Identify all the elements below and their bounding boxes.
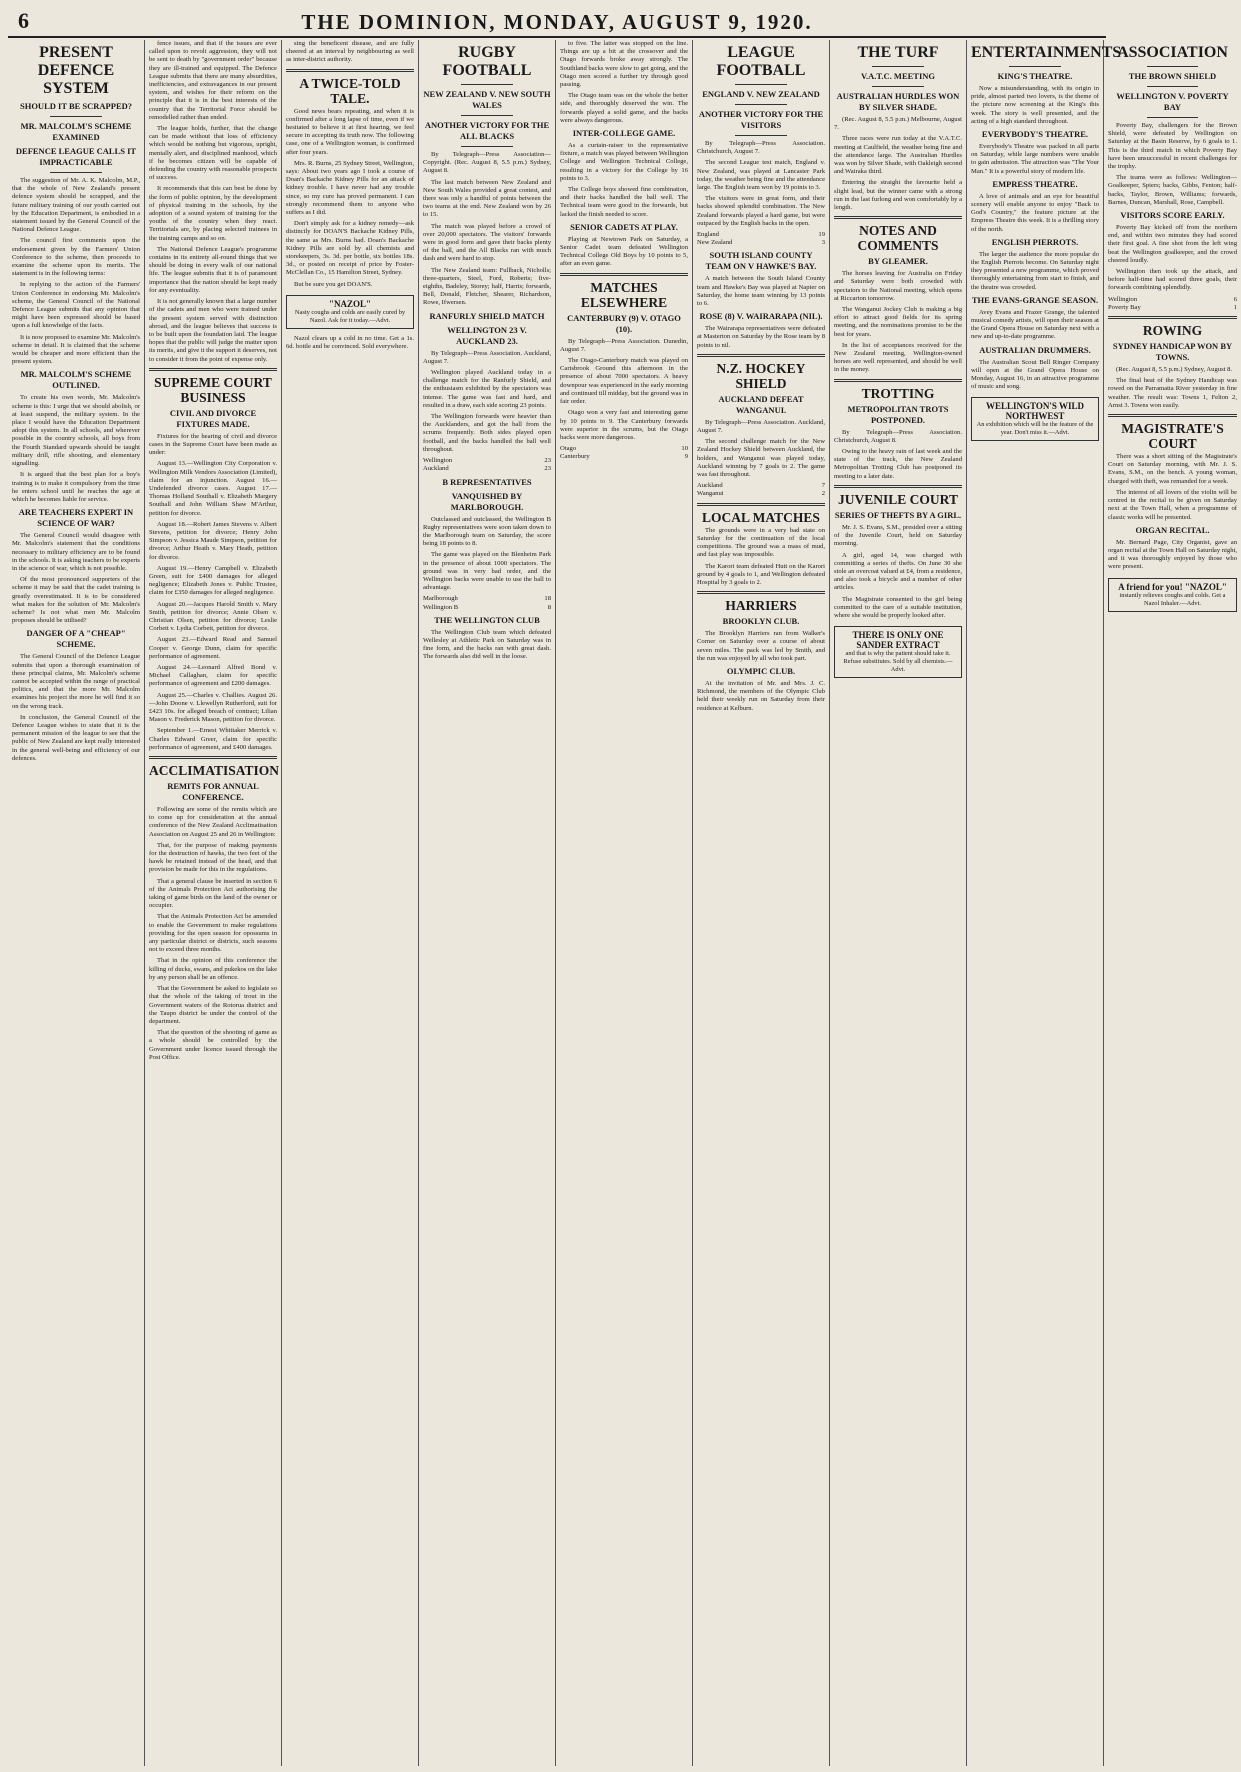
subheading: REMITS FOR ANNUAL CONFERENCE. [167,781,259,803]
column-7 [830,40,967,1766]
subheading: ROSE (8) V. WAIRARAPA (NIL). [699,311,823,322]
article-paragraph: The National Defence League's programme contains in its entirety all-round things that we should be doing in every walk of our national life. The league submits that it is of paramount importance that the nation should be kept ready for any eventuality. [149,245,277,294]
article-paragraph: (Rec. August 8, 5.5 p.m.) Melbourne, August 7. [834,116,962,132]
article-paragraph: The interest of all lovers of the violin will be centred in the recital to be given on Saturday next at the Town Hall, when a programme of classic works will be presented. [1108,488,1237,521]
team-name: Canterbury [560,453,590,461]
article-paragraph: A girl, aged 14, was charged with committing a series of thefts. On June 30 she stole an overcoat valued at £4, from a residence, and also took a bicycle and a number of other articles. [834,551,962,592]
column-5 [556,40,693,1766]
column-1 [8,40,145,1766]
score-line [1108,296,1237,304]
article-paragraph: There was a short sitting of the Magistrate's Court on Saturday morning, with Mr. J. S. Evans, S.M., on the bench. A young woman, charged with theft, was remanded for a week. [1108,453,1237,485]
divider [1108,414,1237,417]
article-paragraph: Three races were run today at the V.A.T.C. meeting at Caulfield, the weather being fine and the attendance large. The Australian Hurdles was won by Silver Shade, with Oakleigh second and Wairaka third. [834,135,962,176]
divider [697,591,825,594]
article-paragraph: The match was played before a crowd of over 20,000 spectators. The visitors' forwards were in good form and gave their backs plenty of the ball, and the All Blacks ran with much dash and were hard to stop. [423,222,551,263]
subheading: SHOULD IT BE SCRAPPED? [19,101,133,111]
article-paragraph: That the question of the shooting of game as a whole should be controlled by the Government under licence issued through the Post Office. [149,1029,277,1061]
subheading: ENGLISH PIERROTS. [991,236,1079,247]
divider [697,354,825,357]
article-paragraph: Wellington then took up the attack, and before half-time had scored three goals, their forwards combining splendidly. [1108,268,1237,292]
subheading: ARE TEACHERS EXPERT IN SCIENCE OF WAR? [18,507,134,529]
advertisement [834,626,962,678]
article-paragraph: The suggestion of Mr. A. K. Malcolm, M.P., that the whole of New Zealand's present defence system should be scrapped, and the future military training of our youth carried out by the Education Department, is embodied in a statement issued by the General Council of the National Defence League. [12,177,140,234]
subheading: CIVIL AND DIVORCE FIXTURES MADE. [169,407,257,429]
article-paragraph: Mr. J. S. Evans, S.M., presided over a sitting of the Juvenile Court, held on Saturday morning. [834,523,962,548]
article-paragraph: Avey Evans and Frazer Grange, the talented musical comedy artists, will open their season at the Grand Opera House on Saturday next with a new and up-to-date programme. [971,308,1099,341]
article-paragraph: Outclassed and outclassed, the Wellington B Rugby representatives were soon taken down to the Marlborough team on Saturday, the score being 18 points to 8. [423,515,551,548]
divider [1009,66,1060,67]
headline: ENTERTAINMENTS [971,44,1122,61]
article-paragraph: The council first comments upon the endorsement given by the Farmers' Union Conference to the scheme, then proceeds to examine the scheme upon its merits. The statement is in the following terms: [12,237,140,278]
article-paragraph: That in the opinion of this conference the killing of ducks, swans, and pukekos on the lake by any person shall be an offence. [149,957,277,981]
subheading: KING'S THEATRE. [997,71,1073,81]
column-6 [693,40,830,1766]
subheading: EVERYBODY'S THEATRE. [981,129,1089,140]
subheading: VISITORS SCORE EARLY. [1120,210,1225,221]
subheading: SENIOR CADETS AT PLAY. [570,221,678,232]
score-line [560,445,688,453]
divider [461,84,512,85]
article-paragraph: A love of animals and an eye for beautiful scenery will enable anyone to enjoy "Back to God's Country," the feature picture at the Empress Theatre this week. It is a thrilling story of the north. [971,192,1099,233]
article-paragraph: Mrs. R. Burns, 25 Sydney Street, Wellington, says: About two years ago I took a course of Doan's Backache Kidney Pills for an attack of kidney trouble. I have never had any trouble since, so my cure has proved permanent. I can strongly recommend them to anyone who suffers as I did. [286,159,414,217]
article-paragraph: The Otago team was on the whole the better side, and thoroughly deserved the win. The forwards played a solid game, and the backs were always dangerous. [560,92,688,124]
team-score: 23 [544,457,551,465]
article-paragraph: The larger the audience the more popular do the English Pierrots become. On Saturday night they presented a new programme, which proved thoroughly entertaining from start to finish, and the theatre was crowded. [971,250,1099,291]
article-paragraph: Now a misunderstanding, with its origin in pride, almost parted two lovers, is the theme of the picture now screening at the King's this week. The story is well presented, and the acting of a high standard throughout. [971,85,1099,125]
article-paragraph: Otago won a very fast and interesting game by 10 points to 9. The Canterbury forwards were superior in the scrums, but the Otago backs were more dangerous. [560,409,688,441]
advertisement [971,397,1099,441]
article-paragraph: August 25.—Charles v. Challies. August 26.—John Doone v. Llewellyn Rutherford, suit for £423 10s. for alleged breach of contract; Lilian Mason v. Frederick Mason, petition for divorce. [149,691,277,724]
team-score: 3 [821,239,825,247]
team-name: Auckland [423,465,449,473]
article-paragraph: By Telegraph—Press Association. Dunedin, August 7. [560,337,688,353]
article-paragraph: The General Council would disagree with Mr. Malcolm's statement that the conditions necessary to military efficiency are to be found in the schools. It is asking teachers to be experts in the science of war, which is not possible. [12,532,140,572]
score-line [560,453,688,461]
subheading: ANOTHER VICTORY FOR THE ALL BLACKS [424,120,550,141]
advertisement [1108,578,1237,612]
article-paragraph: August 23.—Edward Read and Samuel Cooper v. George Dunn, claim for specific performance of agreement. [149,636,277,660]
subheading: MR. MALCOLM'S SCHEME EXAMINED [20,121,132,142]
subheading: SOUTH ISLAND COUNTY TEAM ON V HAWKE'S BAY. [705,250,817,272]
headline: TROTTING [861,385,935,401]
divider [149,368,277,371]
headline: RUGBY FOOTBALL [442,44,532,79]
divider [50,172,101,173]
article-paragraph: That, for the purpose of making payments for the destruction of hawks, the two feet of the hawk be retained instead of the head, and that provision be made for this in the regulations. [149,841,277,874]
ad-body: and that is why the patient should take it. Refuse substitutes. Sold by all chemists.—Advt. [843,650,953,674]
headline: MATCHES ELSEWHERE [580,279,668,310]
article-paragraph: The Magistrate consented to the girl being committed to the care of a suitable institution, where she would be properly looked after. [834,595,962,619]
team-score: 1 [1233,303,1237,311]
article-paragraph: Nazol clears up a cold in no time. Get a 1s. 6d. bottle and be convinced. Sold everywhere. [286,334,414,351]
headline: PRESENT DEFENCE SYSTEM [37,44,115,97]
article-paragraph: The Karori team defeated Hutt on the Karori ground by 4 goals to 1, and Wellington defeated Hospital by 3 goals to 2. [697,562,825,586]
team-name: Marlborough [423,595,458,603]
subheading: VANQUISHED BY MARLBOROUGH. [450,490,524,512]
score-line [697,482,825,490]
subheading: DANGER OF A "CHEAP" SCHEME. [26,628,126,650]
team-name: Otago [560,445,577,453]
article-paragraph: Owing to the heavy rain of last week and the state of the track, the New Zealand Metropolitan Trotting Club has postponed its meeting to a later date. [834,448,962,480]
masthead [8,6,1106,38]
subheading: BROOKLYN CLUB. [722,616,800,627]
ad-title: A friend for you! "NAZOL" [1118,581,1227,592]
article-paragraph: (Rec. August 8, 5.5 p.m.) Sydney, August 8. [1116,366,1233,374]
subheading: WELLINGTON V. POVERTY BAY [1116,91,1229,112]
article-paragraph: August 19.—Henry Campbell v. Elizabeth Green, suit for £400 damages for alleged negligence; Elizabeth Jones v. Public Trustee, claim for £350 damages for alleged negligence. [149,564,277,597]
article-paragraph: The second challenge match for the New Zealand Hockey Shield between Auckland, the holders, and Wanganui was played today, Auckland winning by 7 goals to 2. The game was fast throughout. [697,438,825,479]
article-paragraph: By Telegraph—Press Association. Christchurch, August 8. [834,428,962,444]
article-paragraph: In the list of acceptances received for the New Zealand meeting, Wellington-owned horses are well represented, and should be well in the money. [834,341,962,374]
subheading: THE EVANS-GRANGE SEASON. [971,294,1099,305]
team-name: Wellington [423,457,453,465]
article-paragraph: The visitors were in great form, and their backs showed splendid combination. The New Zealand forwards played a hard game, but were outpaced by the English backs in the open. [697,195,825,227]
article-paragraph: to five. The latter was stopped on the line. Things are up a bit at the crossover and the Otago forwards broke away strongly. The Southland backs were slow to get going, and the Otago men scored a further try through good passing. [560,40,688,89]
divider [834,379,962,382]
subheading: NEW ZEALAND V. NEW SOUTH WALES [423,89,551,110]
article-paragraph: Don't simply ask for a kidney remedy—ask distinctly for DOAN'S Backache Kidney Pills, the same as Mrs. Burns had. Doan's Backache Kidney Pills are sold by all chemists and storekeepers, 3s. 3d. per bottle, six bottles 18s. 3d., or posted on receipt of price by Foster-McClellan Co., 15 Hamilton Street, Sydney. [286,220,414,277]
article-paragraph: By Telegraph—Press Association. Auckland, August 7. [423,349,551,365]
page-columns [8,40,1237,1766]
divider [872,86,923,87]
article-paragraph: sing the beneficent disease, and are fully cheered at an interval by neighbouring as well as inter-district authority. [286,40,414,64]
headline: THE TURF [857,44,939,61]
subheading: ANOTHER VICTORY FOR THE VISITORS [698,109,824,130]
ad-title: THERE IS ONLY ONE SANDER EXTRACT [852,630,944,651]
team-name: Wellington B [423,603,459,611]
article-paragraph: The last match between New Zealand and New South Wales provided a great contest, and there was only a handful of points between the two teams at the end. New Zealand won by 26 to 15. [423,178,551,219]
article-paragraph: The game was played on the Blenheim Park in the presence of about 1000 spectators. The ground was in very bad order, and the Wellington backs were unable to use the ball to advantage. [423,551,551,592]
divider [149,756,277,759]
score-line [423,465,551,473]
subheading: METROPOLITAN TROTS POSTPONED. [847,403,949,425]
article-paragraph: As a curtain-raiser to the representative fixture, a match was played between Wellington College and Wellington Technical College, resulting in a victory for the College by 16 points to 3. [560,142,688,182]
headline: LEAGUE FOOTBALL [716,44,806,79]
subheading: RANFURLY SHIELD MATCH [429,310,545,321]
article-paragraph: By Telegraph—Press Association. Christchurch, August 7. [697,140,825,156]
article-paragraph: By Telegraph—Press Association—Copyright. (Rec. August 8, 5.5 p.m.) Sydney, August 8. [423,151,551,175]
article-paragraph: The General Council of the Defence League submits that upon a thorough examination of these principal claims, Mr. Malcolm's scheme cannot be accepted within the range of practical politics, and that the more Mr. Malcolm examines his project the more he will find it so on the wrong track. [12,653,140,710]
article-paragraph: Mr. Bernard Page, City Organist, gave an organ recital at the Town Hall on Saturday night, and it was thoroughly enjoyed by those who were present. [1108,538,1237,571]
column-9 [1104,40,1241,1766]
article-paragraph: By Telegraph—Press Association. Auckland, August 7. [697,418,825,435]
article-paragraph: The Australian Scout Bell Ringer Company will open at the Grand Opera House on Monday, August 16, in an attractive programme of music and song. [971,358,1099,391]
team-name: New Zealand [697,239,733,247]
column-2 [145,40,282,1766]
team-name: Auckland [697,482,723,490]
article-paragraph: Poverty Bay, challengers for the Brown Shield, were defeated by Wellington on Saturday at the Basin Reserve, by 6 goals to 1. This is the third match in which Poverty Bay have been unsuccessful in recent challenges for the trophy. [1108,122,1237,171]
subheading: DEFENCE LEAGUE CALLS IT IMPRACTICABLE [15,146,137,167]
article-paragraph: In conclusion, the General Council of the Defence League wishes to state that it is the permanent mission of the league to see that the public of New Zealand are kept really interested in the general well-being and efficiency of our defences. [12,713,140,762]
article-paragraph: That the Government be asked to legislate so that the whole of the taking of trout in the Government waters of the Rotorua district and the Taupo district be under the control of the department. [149,985,277,1025]
article-paragraph: The Wellington forwards were heavier than the Aucklanders, and got the ball from the scrums frequently. Both sides played open football, and the backs handled the ball well throughout. [423,413,551,453]
article-paragraph: Following are some of the remits which are to come up for consideration at the annual conference of the New Zealand Acclimatisation Association on August 25 and 26 in Wellington: [149,806,277,838]
divider [560,273,688,276]
subheading: AUSTRALIAN DRUMMERS. [979,344,1091,355]
headline: N.Z. HOCKEY SHIELD [716,360,806,391]
headline: ACCLIMATISATION [149,763,280,779]
article-paragraph: It is now proposed to examine Mr. Malcolm's scheme in detail. It is claimed that the scheme would be cheaper and more efficient than the present system. [12,333,140,366]
divider [834,485,962,488]
subheading: B REPRESENTATIVES [442,476,532,487]
subheading: ENGLAND V. NEW ZEALAND [702,89,820,99]
score-line [1108,304,1237,312]
team-name: Poverty Bay [1108,303,1141,311]
subheading: AUCKLAND DEFEAT WANGANUI. [718,393,804,415]
subheading: AUSTRALIAN HURDLES WON BY SILVER SHADE. [836,91,960,112]
divider [735,84,786,85]
score-line [423,604,551,612]
divider [1147,66,1199,67]
article-paragraph: At the invitation of Mr. and Mrs. J. C. Richmond, the members of the Olympic Club held their weekly run on Saturday from their residence at Kelburn. [697,679,825,712]
article-paragraph: fence issues, and that if the issues are ever called upon to revolt aggression, they will not be sent to death by "government order" because they are ill-trained and equipped. The Defence League submits that there are many absurdities, inefficiencies, and extravagances in our present system, and wishes for their reform on the principle that it is in the best interests of the country that the Territorial Force should be remodelled rather than ended. [149,40,277,121]
divider [735,135,786,136]
headline: MAGISTRATE'S COURT [1121,421,1224,452]
divider [286,69,414,72]
subheading: INTER-COLLEGE GAME. [572,128,676,139]
divider [461,146,512,147]
divider [461,115,512,116]
article-paragraph: That a general clause be inserted in section 6 of the Animals Protection Act authorising the taking of game birds on the land of the owner or occupier. [149,877,277,910]
article-paragraph: The second League test match, England v. New Zealand, was played at Lancaster Park today, the weather being fine and the attendance large. The English team won by 19 points to 3. [697,159,825,192]
article-paragraph: The Wellington Club team which defeated Wellesley at Athletic Park on Saturday was in fine form, and the backs ran with great dash. The forwards also did well in the loose. [423,628,551,661]
article-paragraph: Everybody's Theatre was packed in all parts on Saturday, while large numbers were unable to gain admission. The attraction was "The Your Man." It is a powerful story of modern life. [971,143,1099,175]
article-paragraph: September 1.—Ernest Whittaker Merrick v. Charles Edward Greer, claim for specific performance of agreement, and £400 damages. [149,727,277,751]
article-paragraph: The Otago-Canterbury match was played on Carisbrook Ground this afternoon in the presence of about 7000 spectators. A heavy downpour was experienced in the early morning and continued till midday, but the ground was in fair order. [560,357,688,406]
team-score: 8 [547,603,551,611]
divider [735,104,786,105]
subheading: EMPRESS THEATRE. [992,178,1078,189]
team-score: 2 [821,490,825,498]
article-paragraph: The horses leaving for Australia on Friday and Saturday were both crowded with spectators to the National meeting, which opens at Riccarton tomorrow. [834,270,962,302]
subheading: SERIES OF THEFTS BY A GIRL. [834,509,962,520]
divider [697,503,825,506]
article-paragraph: The grounds were in a very bad state on Saturday for the continuation of the local competitions. The ground was a mass of mud, and fast play was impossible. [697,526,825,559]
article-paragraph: In replying to the action of the Farmers' Union Conference in endorsing Mr. Malcolm's scheme, the General Council of the National Defence League submits that any opinion that might have been expressed should be based upon a full knowledge of the facts. [12,281,140,330]
subheading: V.A.T.C. MEETING [860,71,936,81]
score-line [423,457,551,465]
team-score: 23 [544,465,551,473]
score-line [697,239,825,247]
subheading: THE BROWN SHIELD [1128,71,1217,81]
ad-body: An exhibition which will be the feature of the year. Don't miss it.—Advt. [976,421,1094,437]
newspaper-title: THE DOMINION, MONDAY, AUGUST 9, 1920. [301,10,813,34]
article-paragraph: The Wairarapa representatives were defeated at Masterton on Saturday by the Rose team by 8 points to nil. [697,325,825,349]
divider [1147,117,1199,118]
subheading: SYDNEY HANDICAP WON BY TOWNS. [1112,341,1233,363]
subheading: ORGAN RECITAL. [1135,524,1210,535]
article-paragraph: The Wanganui Jockey Club is making a big effort to attract good fields for its spring meeting, and the nominations promise to be the best for years. [834,306,962,338]
team-score: 6 [1233,295,1237,303]
team-score: 19 [818,231,825,239]
score-line [697,490,825,498]
team-score: 7 [821,482,825,490]
team-name: England [697,231,719,239]
ad-title: "NAZOL" [329,298,371,309]
article-paragraph: A match between the South Island County team and Hawke's Bay was played at Napier on Saturday, the home team winning by 13 points to 6. [697,275,825,308]
headline: ROWING [1142,323,1203,339]
article-paragraph: Playing at Newtown Park on Saturday, a Senior Cadet team defeated Wellington Technical College Old Boys by 10 points to 5, after an even game. [560,235,688,268]
article-paragraph: August 18.—Robert James Stevens v. Albert Stevens, petition for divorce; Henry John Simpson v. Jessica Maude Simpson, petition for divorce; Arthur Heath v. Mary Heath, petition for divorce. [149,520,277,561]
subheading: BY GLEAMER. [868,256,928,267]
article-paragraph: Of the most pronounced supporters of the scheme it may be said that the cadet training is greatly overestimated. It is to be considered what makes for the solution of Mr. Malcolm's scheme? Is not what men Mr. Malcolm proposes should be utilised? [12,576,140,625]
article-paragraph: August 24.—Leonard Alfred Bond v. Michael Callaghan, claim for specific performance of agreement and £200 damages. [149,664,277,688]
article-paragraph: The final heat of the Sydney Handicap was rowed on the Parramatta River yesterday in fine weather. The result was: Towns 1, Felton 2, Arnst 3. Towns won easily. [1108,377,1237,409]
headline: SUPREME COURT BUSINESS [154,374,272,405]
headline: JUVENILE COURT [838,491,958,507]
headline: LOCAL MATCHES [702,509,820,525]
subheading: CANTERBURY (9) V. OTAGO (10). [567,312,681,334]
article-paragraph: That the Animals Protection Act be amended to enable the Government to make regulations providing for the open season for opossums in any particular district or districts, such seasons not to exceed three months. [149,913,277,954]
column-4 [419,40,556,1766]
subheading: THE WELLINGTON CLUB [434,614,540,625]
subheading: OLYMPIC CLUB. [726,665,796,676]
article-paragraph: August 13.—Wellington City Corporation v. Wellington Milk Vendors Association (Limited), claim for an injunction. August 16.—Undefended divorce cases. August 17.—Thomas Holland Southall v. Elizabeth Margery Southall and John William Shaw M'Arthur, petition for divorce. [149,460,277,517]
article-paragraph: It is not generally known that a large number of the cadets and men who were trained under the present system served with distinction abroad, and the league believes that success is to be built upon the foundation laid. The league hopes that the public will judge the matter upon its merits, and give it the support it deserves, not to consider it from the point of expense only. [149,298,278,363]
ad-body: Nasty coughs and colds are easily cured by Nazol. Ask for it today.—Advt. [294,308,406,324]
column-8 [967,40,1122,1766]
article-paragraph: The league holds, further, that the change can be made without that loss of efficiency which would be nothing but vigorous, upright, mentally alert, and disciplined manhood, which if he becomes citizen will be capable of defending the country with reasonable prospects of success. [149,125,277,182]
article-paragraph: Good news bears repeating, and when it is confirmed after a long lapse of time, even if we hesitated to believe it at first hearing, we feel secure in accepting its truth now. The following case, one of a Wellington woman, is confirmed after four years. [286,107,414,156]
headline: NOTES AND COMMENTS [857,223,939,254]
article-paragraph: The New Zealand team: Fullback, Nicholls; three-quarters, Steel, Ford, Roberts; five-eighths, Badeley, Storey; half, Harris; forwards, Bell, Donald, Fletcher, Shearer, Richardson, Rowe, Ifwersen. [423,266,551,307]
divider [1108,316,1237,319]
ad-body: instantly relieves coughs and colds. Get a Nazol Inhaler.—Advt. [1119,591,1226,607]
article-paragraph: It recommends that this can best be done by the form of public opinion, by the development of physical training in the schools, by the adoption of a sound system of training for the youths of the country when they react. Territorials are, by placing selected trainees in the training camps and so on. [149,185,277,242]
team-score: 10 [681,445,688,453]
headline: HARRIERS [725,598,797,614]
divider [834,216,962,219]
article-paragraph: August 20.—Jacques Harold Smith v. Mary Smith, petition for divorce; Annie Olsen v. Christian Olsen, petition for divorce; Leslie Corbett v. Lydia Corbett, petition for divorce. [149,600,277,633]
article-paragraph: To create his own words, Mr. Malcolm's scheme is this: I urge that we should abolish, or at least suspend, the military system. In the place I would have the Education Department adopt this system. In all schools, and wherever possible in the country schools, all boys from the Fourth Standard upwards should be taught military drill, rifle shooting, and elementary signalling. [12,394,140,468]
divider [872,66,923,67]
article-paragraph: Fixtures for the hearing of civil and divorce cases in the Supreme Court have been made as under: [149,432,277,457]
column-3 [282,40,419,1766]
ad-title: WELLINGTON'S WILD NORTHWEST [986,401,1084,422]
article-paragraph: The Brooklyn Harriers ran from Walker's Corner on Saturday over a course of about seven miles. The pack was led by Smith, and the run was enjoyed by all who took part. [697,630,825,662]
article-paragraph: The College boys showed fine combination, and their backs handled the ball well. The Technical team were good in the forwards, but lacked the finish needed to score. [560,186,688,218]
headline: A TWICE-TOLD TALE. [299,75,401,106]
team-score: 9 [684,453,688,461]
article-paragraph: The teams were as follows: Wellington—Goalkeeper, Spiers; backs, Gibbs, Fenton; half-backs, Taylor, Brown, Williams; forwards, Barnes, Duncan, Marshall, Rose, Campbell. [1108,174,1237,206]
article-paragraph: Poverty Bay kicked off from the northern end, and within two minutes they had scored their first goal. A fine shot from the left wing beat the Wellington goalkeeper, and the crowd cheered loudly. [1108,224,1237,264]
article-paragraph: Wellington played Auckland today in a challenge match for the Ranfurly Shield, and the enthusiasm exhibited by the spectators was intense. The game was fast and hard, and resulted in a draw, each side scoring 23 points. [423,369,551,409]
article-paragraph: But be sure you get DOAN'S. [294,280,373,288]
article-paragraph: It is argued that the best plan for a boy's training is to make it compulsory from the time he enters school until he reaches the age at which he becomes liable for service. [12,471,140,503]
subheading: MR. MALCOLM'S SCHEME OUTLINED. [20,369,132,391]
team-name: Wanganui [697,490,724,498]
advertisement [286,295,414,329]
article-paragraph: Entering the straight the favourite held a slight lead, but the winner came with a strong run in the last furlong and won comfortably by a length. [834,179,962,212]
team-score: 18 [544,595,551,603]
divider [1147,86,1199,87]
page-number: 6 [18,8,29,33]
team-name: Wellington [1108,295,1138,303]
score-line [423,595,551,603]
subheading: WELLINGTON 23 V. AUCKLAND 23. [447,324,527,346]
headline: ASSOCIATION [1117,44,1228,61]
divider [50,116,101,117]
score-line [697,231,825,239]
